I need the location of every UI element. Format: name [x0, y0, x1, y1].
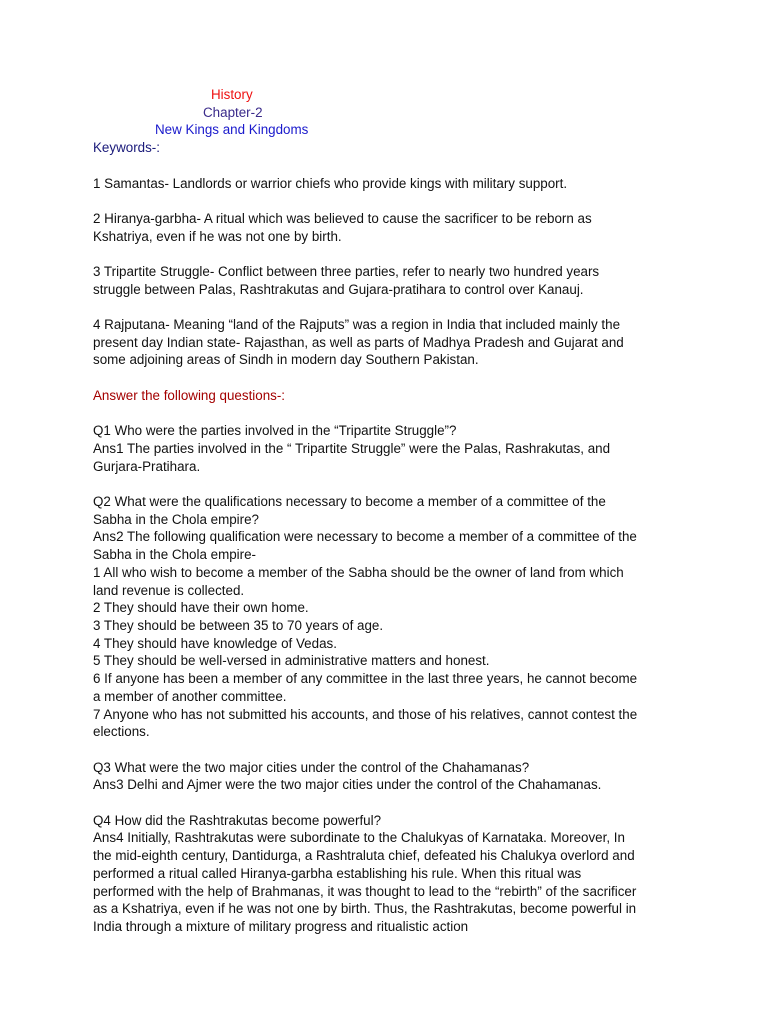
- spacer: [93, 741, 683, 759]
- keyword-entry: [93, 210, 683, 245]
- spacer: [93, 475, 683, 493]
- qa-entry-line: the mid-eighth century, Dantidurga, a Rashtraluta chief, defeated his Chalukya overlord and: [93, 848, 635, 864]
- questions-heading: Answer the following questions-:: [93, 387, 286, 403]
- qa-entry-line: 7 Anyone who has not submitted his accounts, and those of his relatives, cannot contest the: [93, 706, 638, 722]
- qa-entry-line: 4 They should have knowledge of Vedas.: [93, 635, 337, 651]
- spacer: [93, 369, 683, 387]
- qa-entry-line: Q4 How did the Rashtrakutas become powerful?: [93, 812, 382, 828]
- spacer: [93, 405, 683, 423]
- qa-entry-line: Q2 What were the qualifications necessary to become a member of a committee of the: [93, 494, 606, 510]
- qa-entry-line: 5 They should be well-versed in administrative matters and honest.: [93, 653, 490, 669]
- subject-heading: History: [211, 87, 253, 102]
- qa-entry-line: Gurjara-Pratihara.: [93, 458, 201, 474]
- keyword-entry-line: 3 Tripartite Struggle- Conflict between three parties, refer to nearly two hundred years: [93, 263, 600, 279]
- qa-entry-line: Ans2 The following qualification were necessary to become a member of a committee of the: [93, 529, 637, 545]
- qa-entry-line: as a Kshatriya, even if he was not one by birth. Thus, the Rashtrakutas, become powerful in: [93, 901, 637, 917]
- qa-list: [93, 405, 683, 936]
- keyword-entry-line: 1 Samantas- Landlords or warrior chiefs who provide kings with military support.: [93, 175, 568, 191]
- qa-entry-line: Q1 Who were the parties involved in the “Tripartite Struggle”?: [93, 423, 457, 439]
- qa-entry-line: 1 All who wish to become a member of the Sabha should be the owner of land from which: [93, 564, 624, 580]
- spacer: [93, 298, 683, 316]
- qa-entry-line: land revenue is collected.: [93, 582, 245, 598]
- qa-entry: [93, 812, 683, 936]
- qa-entry-line: performed a ritual called Hiranya-garbha establishing his rule. When this ritual was: [93, 865, 582, 881]
- keyword-entry-line: some adjoining areas of Sindh in modern day Southern Pakistan.: [93, 352, 479, 368]
- qa-entry-line: Sabha in the Chola empire-: [93, 547, 257, 563]
- qa-entry-line: performed with the help of Brahmanas, it was thought to lead to the “rebirth” of the sacrificer: [93, 883, 637, 899]
- spacer: [93, 245, 683, 263]
- keyword-entry: [93, 175, 683, 193]
- qa-entry-line: India through a mixture of military progress and ritualistic action: [93, 918, 469, 934]
- qa-entry-line: 6 If anyone has been a member of any committee in the last three years, he cannot become: [93, 671, 638, 687]
- qa-entry: [93, 493, 683, 741]
- qa-entry-line: Ans1 The parties involved in the “ Tripartite Struggle” were the Palas, Rashrakutas, and: [93, 440, 611, 456]
- keyword-entry-line: 4 Rajputana- Meaning “land of the Rajputs” was a region in India that included mainly the: [93, 317, 621, 333]
- chapter-title: New Kings and Kingdoms: [155, 122, 309, 138]
- qa-entry: [93, 759, 683, 794]
- spacer: [93, 157, 683, 175]
- qa-entry-line: elections.: [93, 724, 150, 740]
- qa-entry-line: 2 They should have their own home.: [93, 600, 309, 616]
- qa-entry-line: Sabha in the Chola empire?: [93, 511, 260, 527]
- keyword-entry-line: present day Indian state- Rajasthan, as well as parts of Madhya Pradesh and Gujarat and: [93, 334, 624, 350]
- qa-entry-line: 3 They should be between 35 to 70 years of age.: [93, 617, 384, 633]
- title-block: [93, 86, 683, 139]
- document-page: [93, 86, 683, 936]
- spacer: [93, 794, 683, 812]
- keyword-entry-line: 2 Hiranya-garbha- A ritual which was believed to cause the sacrificer to be reborn as: [93, 210, 592, 226]
- qa-entry-line: Q3 What were the two major cities under the control of the Chahamanas?: [93, 759, 530, 775]
- chapter-heading: Chapter-2: [203, 104, 263, 120]
- keyword-entry: [93, 316, 683, 369]
- keywords-heading: Keywords-:: [93, 140, 160, 156]
- keyword-entry: [93, 263, 683, 298]
- qa-entry-line: Ans4 Initially, Rashtrakutas were subordinate to the Chalukyas of Karnataka. Moreover, In: [93, 830, 625, 846]
- qa-entry-line: Ans3 Delhi and Ajmer were the two major cities under the control of the Chahamanas.: [93, 777, 602, 793]
- qa-entry: [93, 422, 683, 475]
- keyword-entry-line: Kshatriya, even if he was not one by birth.: [93, 228, 342, 244]
- keyword-entry-line: struggle between Palas, Rashtrakutas and Gujara-pratihara to control over Kanauj.: [93, 281, 584, 297]
- spacer: [93, 192, 683, 210]
- qa-entry-line: a member of another committee.: [93, 688, 287, 704]
- keywords-list: [93, 157, 683, 369]
